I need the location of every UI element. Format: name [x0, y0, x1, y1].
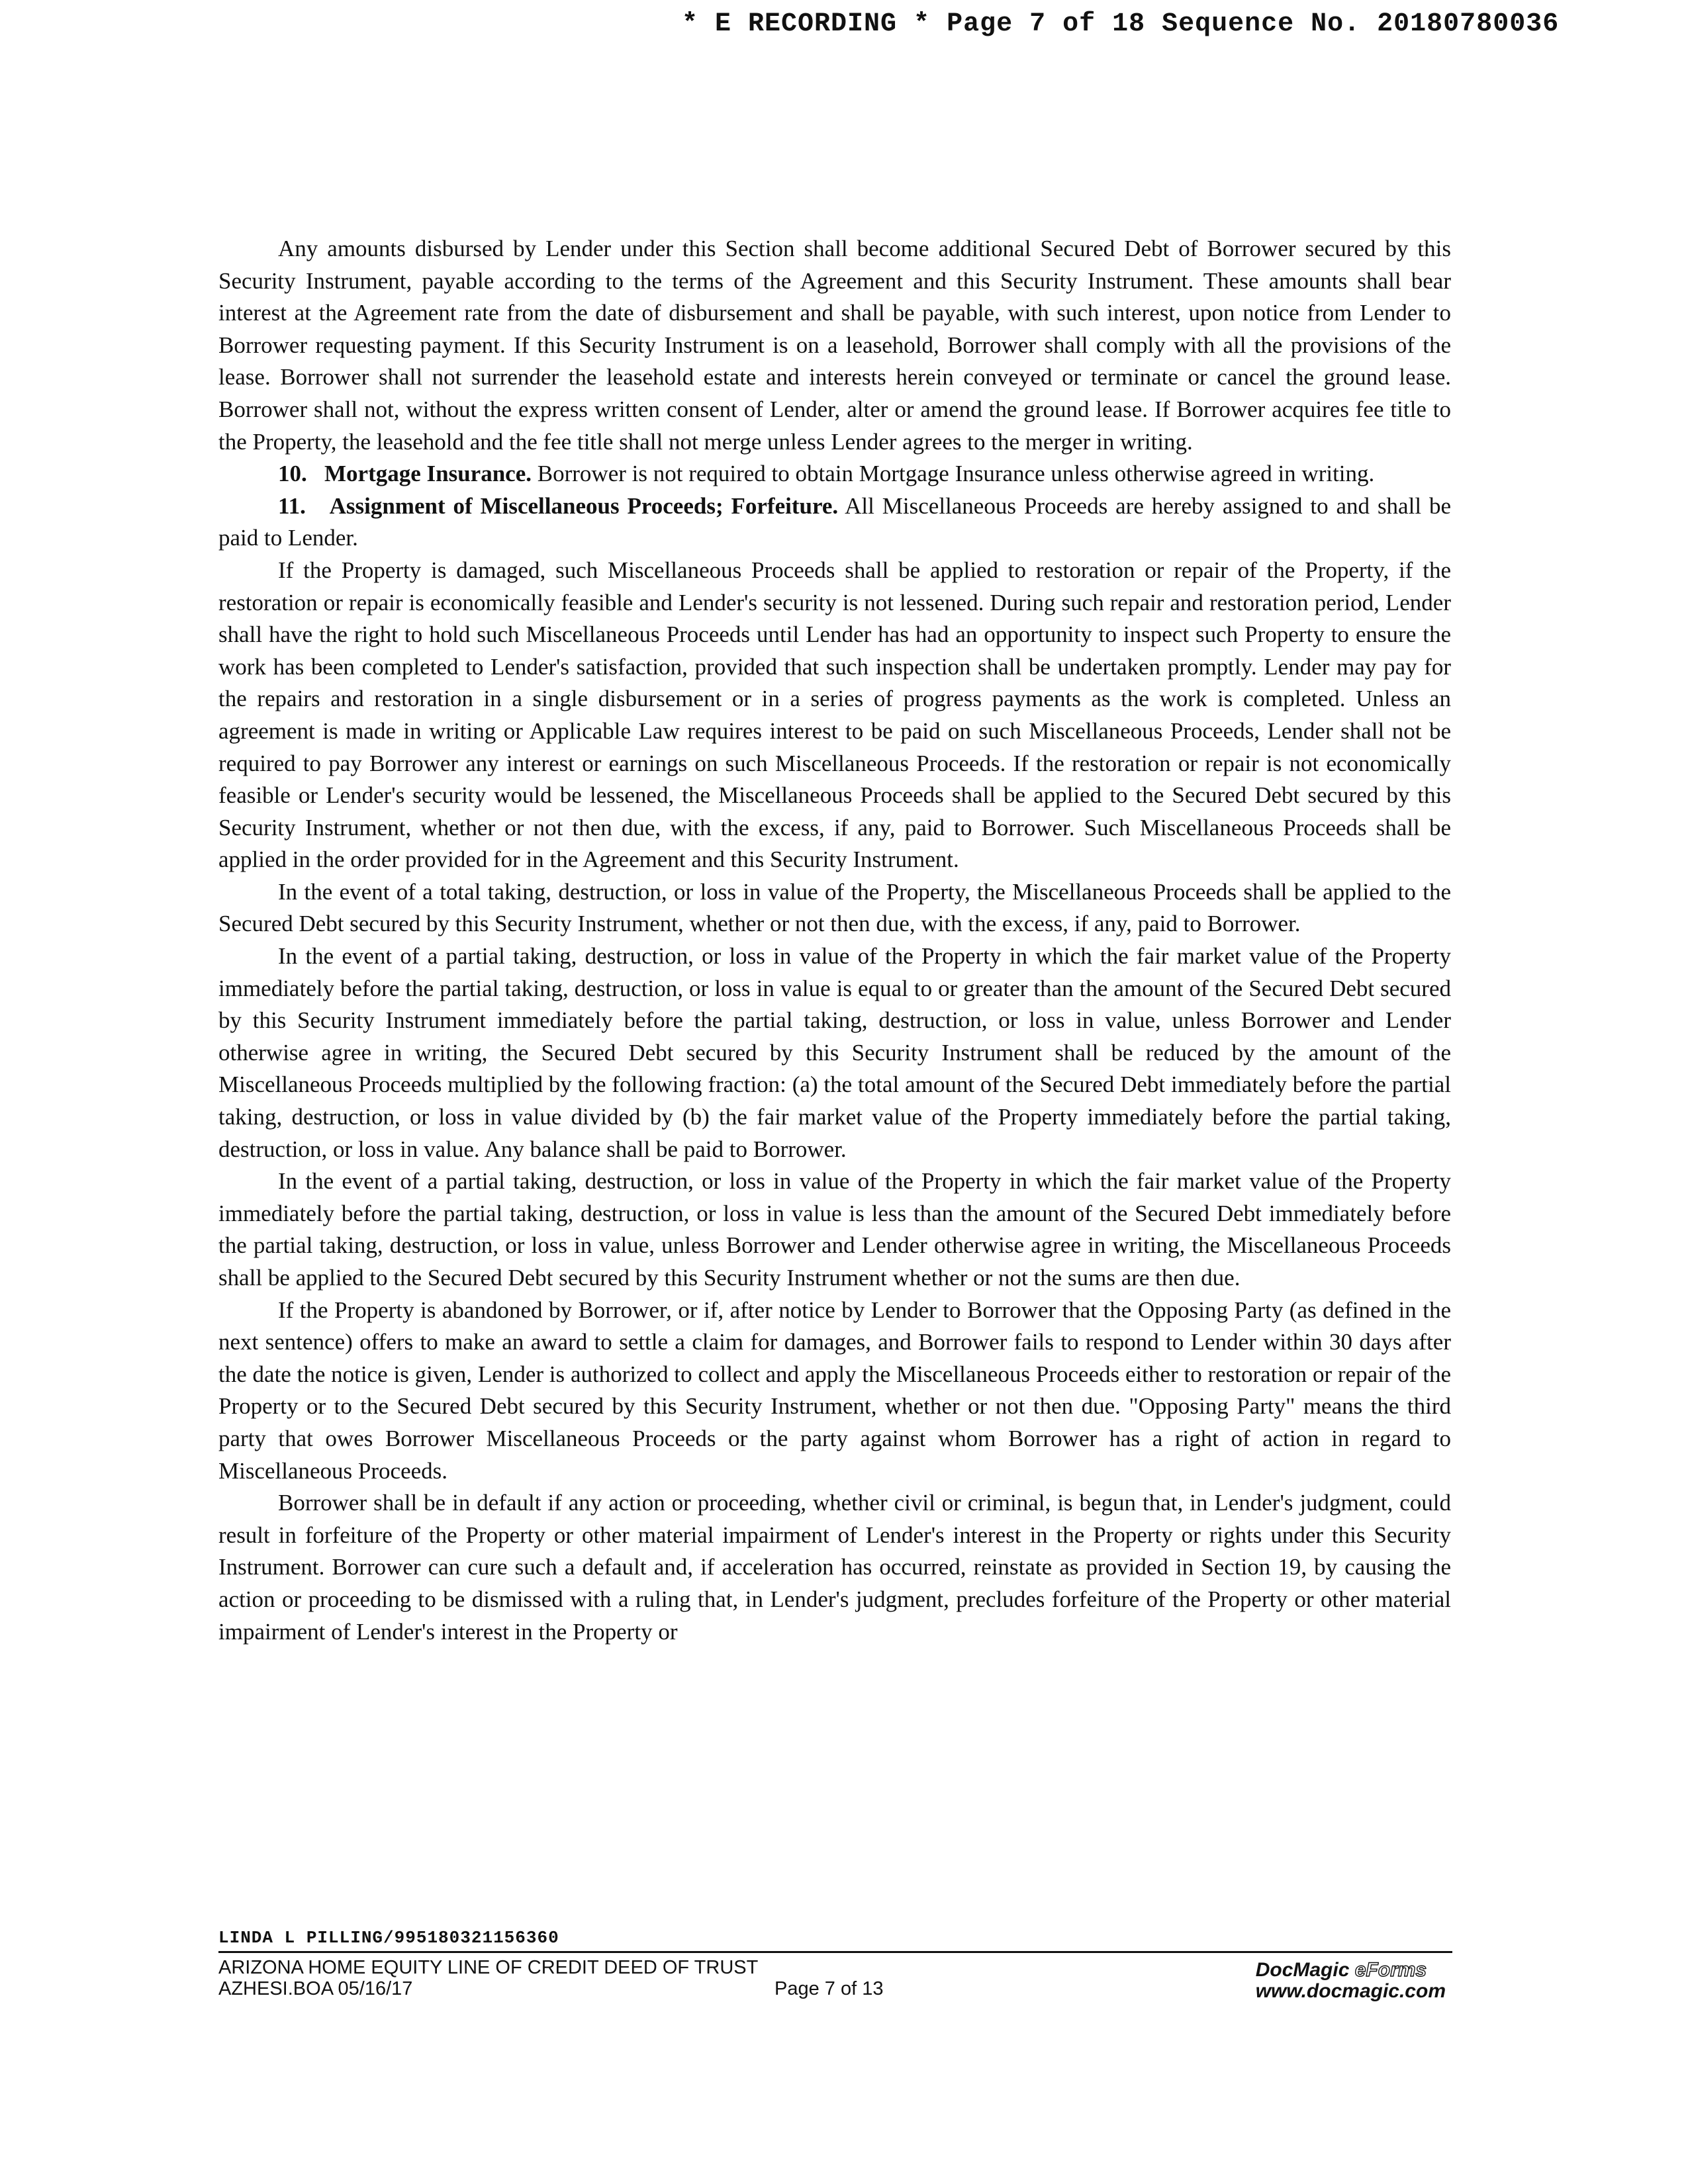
- document-body: [218, 233, 1451, 1648]
- paragraph: If the Property is damaged, such Miscellaneous Proceeds shall be applied to restoration or repair of the Property, if the restoration or repair is economically feasible and Lender's security is not lessened. During such repair and restoration period, Lender shall have the right to hold such Miscellaneous Proceeds until Lender has had an opportunity to inspect such Property to ensure the work has been completed to Lender's satisfaction, provided that such inspection shall be undertaken promptly. Lender may pay for the repairs and restoration in a single disbursement or in a series of progress payments as the work is completed. Unless an agreement is made in writing or Applicable Law requires interest to be paid on such Miscellaneous Proceeds, Lender shall not be required to pay Borrower any interest or earnings on such Miscellaneous Proceeds. If the restoration or repair is not economically feasible or Lender's security would be lessened, the Miscellaneous Proceeds shall be applied to the Secured Debt secured by this Security Instrument, whether or not then due, with the excess, if any, paid to Borrower. Such Miscellaneous Proceeds shall be applied in the order provided for in the Agreement and this Security Instrument.: [218, 557, 1451, 873]
- page-number: Page 7 of 13: [774, 1978, 884, 1999]
- section-11: [218, 490, 1451, 555]
- paragraph: Borrower shall be in default if any action or proceeding, whether civil or criminal, is begun that, in Lender's judgment, could result in forfeiture of the Property or other material impairment of Lender's interest in the Property or rights under this Security Instrument. Borrower can cure such a default and, if acceleration has occurred, reinstate as provided in Section 19, by causing the action or proceeding to be dismissed with a ruling that, in Lender's judgment, precludes forfeiture of the Property or other material impairment of Lender's interest in the Property or: [218, 1490, 1451, 1645]
- paragraph: In the event of a partial taking, destruction, or loss in value of the Property in which the fair market value of the Property immediately before the partial taking, destruction, or loss in value is less than the amount of the Secured Debt immediately before the partial taking, destruction, or loss in value, unless Borrower and Lender otherwise agree in writing, the Miscellaneous Proceeds shall be applied to the Secured Debt secured by this Security Instrument whether or not the sums are then due.: [218, 1168, 1451, 1291]
- paragraph: In the event of a partial taking, destruction, or loss in value of the Property in which the fair market value of the Property immediately before the partial taking, destruction, or loss in value is equal to or greater than the amount of the Secured Debt secured by this Security Instrument immediately before the partial taking, destruction, or loss in value, unless Borrower and Lender otherwise agree in writing, the Secured Debt secured by this Security Instrument shall be reduced by the amount of the Miscellaneous Proceeds multiplied by the following fraction: (a) the total amount of the Secured Debt immediately before the partial taking, destruction, or loss in value divided by (b) the fair market value of the Property immediately before the partial taking, destruction, or loss in value. Any balance shall be paid to Borrower.: [218, 943, 1451, 1162]
- footer-row: [218, 1953, 1452, 2002]
- brand-name: DocMagic: [1255, 1959, 1350, 1981]
- docmagic-logo: [1256, 1960, 1446, 2002]
- section-text: Borrower is not required to obtain Mortgage Insurance unless otherwise agreed in writing.: [537, 461, 1375, 487]
- paragraph: In the event of a total taking, destruction, or loss in value of the Property, the Miscellaneous Proceeds shall be applied to the Secured Debt secured by this Security Instrument, whether or not then due, with the excess, if any, paid to Borrower.: [218, 878, 1451, 937]
- section-text: All Miscellaneous Proceeds are hereby assigned to and shall be paid to Lender.: [218, 492, 1451, 551]
- section-10: [218, 458, 1451, 490]
- section-number: 11.: [278, 492, 306, 519]
- section-number: 10.: [278, 461, 307, 487]
- brand-url: www.docmagic.com: [1255, 1980, 1446, 2002]
- brand-eforms: eForms: [1354, 1959, 1427, 1981]
- section-title: Mortgage Insurance.: [324, 461, 532, 487]
- page-footer: [218, 1926, 1452, 2002]
- recording-header: * E RECORDING * Page 7 of 18 Sequence No. 20180780036: [682, 9, 1560, 39]
- borrower-loan-id: LINDA L PILLING/995180321156360: [218, 1928, 559, 1948]
- paragraph: Any amounts disbursed by Lender under this Section shall become additional Secured Debt of Borrower secured by this Security Instrument, payable according to the terms of the Agreement and this Security Instrument. These amounts shall bear interest at the Agreement rate from the date of disbursement and shall be payable, with such interest, upon notice from Lender to Borrower requesting payment. If this Security Instrument is on a leasehold, Borrower shall comply with all the provisions of the lease. Borrower shall not surrender the leasehold estate and interests herein conveyed or terminate or cancel the ground lease. Borrower shall not, without the express written consent of Lender, alter or amend the ground lease. If Borrower acquires fee title to the Property, the leasehold and the fee title shall not merge unless Lender agrees to the merger in writing.: [218, 236, 1451, 455]
- paragraph: If the Property is abandoned by Borrower, or if, after notice by Lender to Borrower that the Opposing Party (as defined in the next sentence) offers to make an award to settle a claim for damages, and Borrower fails to respond to Lender within 30 days after the date the notice is given, Lender is authorized to collect and apply the Miscellaneous Proceeds either to restoration or repair of the Property or to the Secured Debt secured by this Security Instrument, whether or not then due. "Opposing Party" means the third party that owes Borrower Miscellaneous Proceeds or the party against whom Borrower has a right of action in regard to Miscellaneous Proceeds.: [218, 1297, 1451, 1484]
- form-code: AZHESI.BOA 05/16/17: [218, 1978, 413, 1999]
- form-title: ARIZONA HOME EQUITY LINE OF CREDIT DEED OF TRUST: [218, 1957, 759, 1978]
- section-title: Assignment of Miscellaneous Proceeds; Forfeiture.: [329, 492, 839, 519]
